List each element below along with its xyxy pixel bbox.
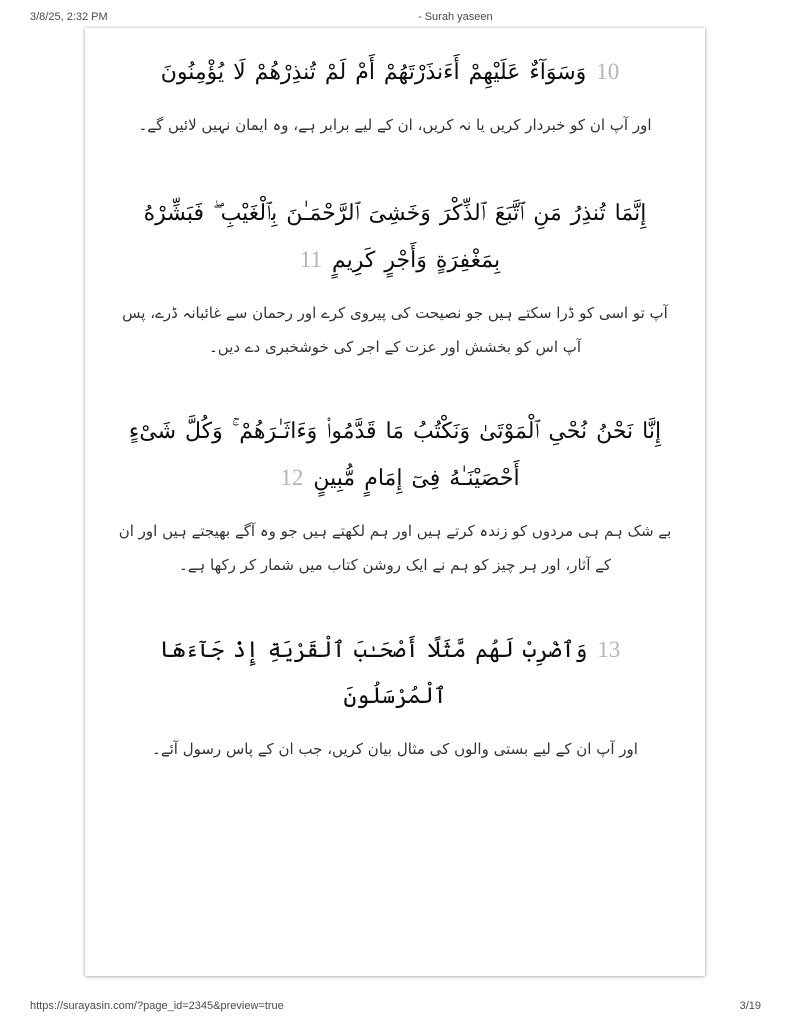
ayah-number-11: 11 — [299, 246, 323, 272]
ayah-block-10 — [110, 48, 680, 143]
ayah-number-13: 13 — [597, 637, 621, 663]
print-footer-page-indicator: 3/19 — [739, 1000, 761, 1012]
ayah-arabic-line: وَٱضْرِبْ لَهُم مَّثَلًا أَصْحَـٰبَ ٱلْقَرْيَةِ إِذْ جَآءَهَا ٱلْمُرْسَلُونَ — [159, 638, 588, 709]
ayah-arabic-10 — [110, 48, 680, 99]
ayah-block-12 — [110, 409, 680, 583]
ayah-number-10: 10 — [596, 59, 620, 84]
ayah-block-11 — [110, 191, 680, 365]
document-page — [85, 28, 705, 976]
ayah-number-12: 12 — [280, 464, 304, 490]
ayah-arabic-line: إِنَّمَا تُنذِرُ مَنِ ٱتَّبَعَ ٱلذِّكْرَ وَخَشِىَ ٱلرَّحْمَـٰنَ بِٱلْغَيْبِ ۖ فَبَشِّرْهُ — [143, 200, 647, 226]
ayah-arabic-line: إِنَّا نَحْنُ نُحْىِ ٱلْمَوْتَىٰ وَنَكْتُبُ مَا قَدَّمُوا۟ وَءَاثَـٰرَهُمْ ۚ وَكُلَّ شَىْءٍ — [128, 418, 662, 444]
ayah-urdu-11: آپ تو اسی کو ڈرا سکتے ہیں جو نصیحت کی پیروی کرے اور رحمان سے غائبانہ ڈرے، پس آپ اس کو بخشش اور عزت کے اجر کی خوشخبری دے دیں۔ — [122, 304, 668, 356]
ayah-arabic-line: وَسَوَآءٌ عَلَيْهِمْ أَءَنذَرْتَهُمْ أَمْ لَمْ تُنذِرْهُمْ لَا يُؤْمِنُونَ — [160, 60, 587, 85]
print-preview-header — [0, 0, 791, 34]
ayah-arabic-line: أَحْصَيْنَـٰهُ فِىٓ إِمَامٍ مُّبِينٍ — [313, 465, 520, 491]
ayah-arabic-13 — [110, 626, 680, 722]
ayah-arabic-12 — [110, 409, 680, 505]
print-footer-url: https://surayasin.com/?page_id=2345&preview=true — [30, 1000, 284, 1012]
print-header-datetime: 3/8/25, 2:32 PM — [30, 11, 108, 23]
spacer — [110, 147, 680, 191]
ayah-urdu-13: اور آپ ان کے لیے بستی والوں کی مثال بیان کریں، جب ان کے پاس رسول آئے۔ — [152, 739, 638, 758]
ayah-block-13 — [110, 626, 680, 766]
ayah-urdu-12: بے شک ہم ہی مردوں کو زندہ کرتے ہیں اور ہم لکھتے ہیں جو وہ آگے بھیجتے ہیں اور ان کے آثار، اور ہر چیز کو ہم نے ایک روشن کتاب میں شمار کر رکھا ہے۔ — [118, 521, 672, 574]
ayah-urdu-10: اور آپ ان کو خبردار کریں یا نہ کریں، ان کے لیے برابر ہے، وہ ایمان نہیں لائیں گے۔ — [138, 116, 652, 135]
page-content — [85, 28, 705, 766]
spacer — [110, 586, 680, 626]
spacer — [110, 369, 680, 409]
print-header-title: - Surah yaseen — [418, 11, 493, 23]
ayah-arabic-line: بِمَغْفِرَةٍ وَأَجْرٍ كَرِيمٍ — [332, 247, 501, 273]
ayah-arabic-11 — [110, 191, 680, 287]
print-preview-footer — [0, 988, 791, 1024]
